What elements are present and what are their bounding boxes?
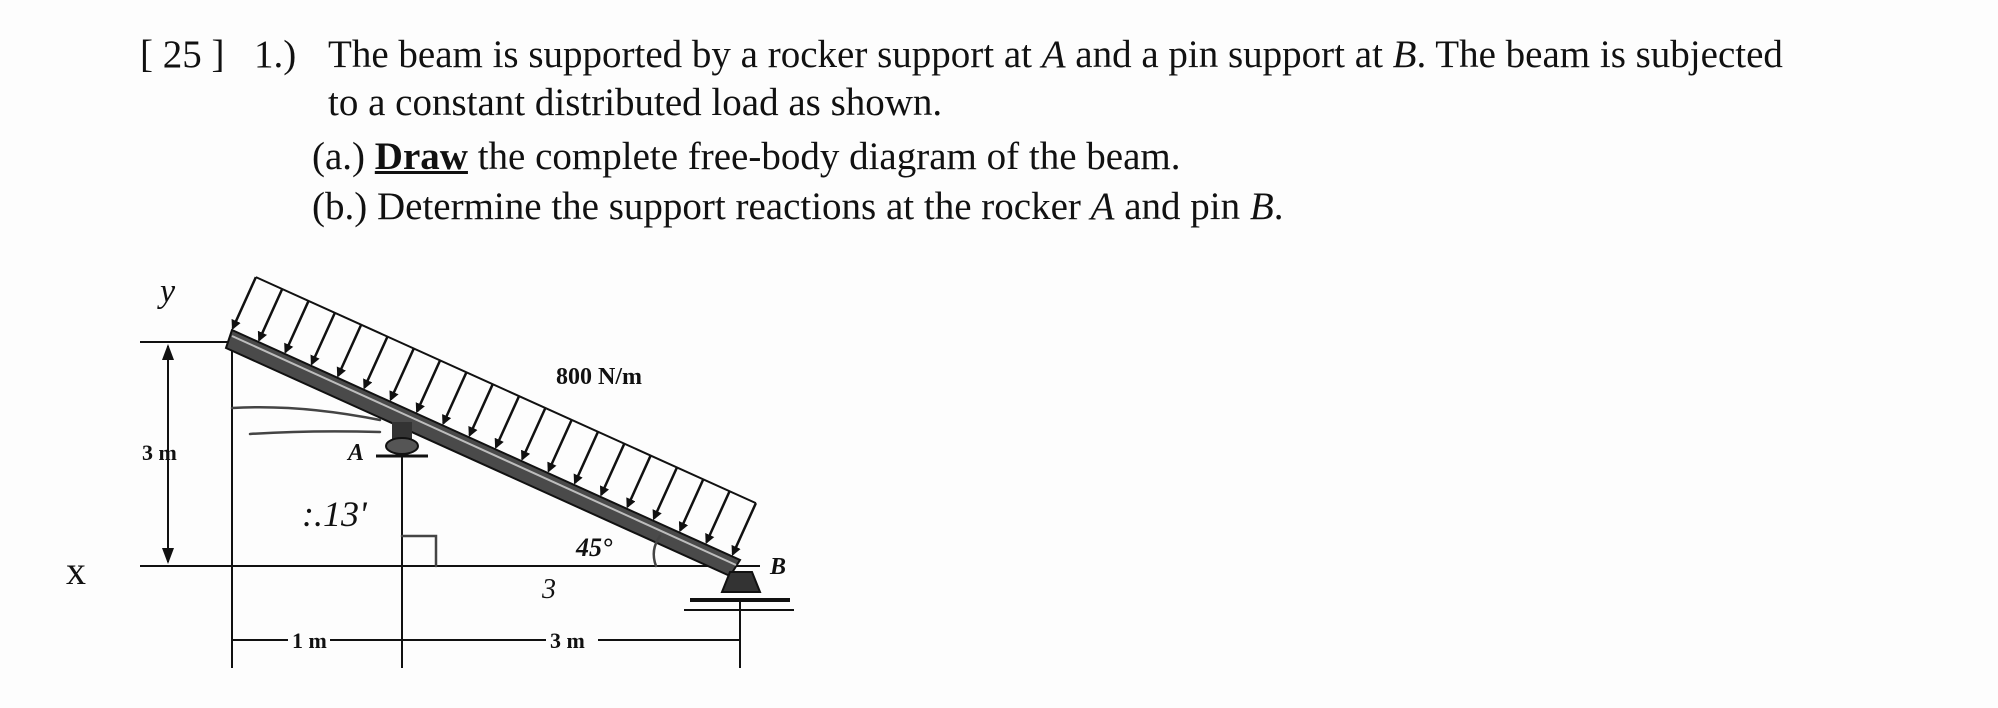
line1-mid: and a pin support at	[1065, 33, 1393, 76]
load-arrow	[549, 420, 572, 471]
handwritten-base-note: 3	[542, 574, 556, 605]
load-arrow	[417, 360, 440, 411]
load-arrow	[338, 325, 361, 376]
part-a-verb: Draw	[374, 135, 468, 178]
load-arrow	[443, 372, 466, 423]
line1-point-b: B	[1392, 33, 1417, 76]
handwritten-angle-bracket	[402, 536, 436, 566]
problem-number: 1.)	[254, 33, 297, 76]
handwritten-x-mark: x	[66, 548, 86, 593]
load-arrow	[364, 337, 387, 388]
load-arrow	[707, 491, 730, 542]
height-label: 3 m	[142, 440, 177, 465]
part-b-mid: and pin	[1114, 185, 1250, 228]
handwritten-sketch-line-1	[232, 407, 380, 420]
part-b-end: .	[1273, 185, 1284, 228]
load-arrow	[601, 444, 624, 495]
handwritten-sketch-line-2	[250, 431, 380, 434]
height-arrow-top-icon	[162, 344, 174, 360]
load-arrow	[312, 313, 335, 364]
dim-right-label: 3 m	[550, 628, 585, 653]
part-a-marker: (a.)	[312, 135, 366, 178]
part-b-point-a: A	[1090, 185, 1115, 228]
part-b-pre: Determine the support reactions at the rocker	[376, 185, 1091, 228]
beam	[226, 330, 740, 576]
dim-left-label: 1 m	[292, 628, 327, 653]
height-arrow-bottom-icon	[162, 548, 174, 564]
load-arrow	[733, 503, 756, 554]
load-arrow	[259, 289, 282, 340]
handwritten-angle-note: 45°	[576, 533, 613, 562]
line1-point-a: A	[1041, 33, 1066, 76]
part-b-point-b: B	[1249, 185, 1274, 228]
problem-line-2: to a constant distributed load as shown.	[328, 81, 943, 124]
load-arrow	[391, 349, 414, 400]
handwritten-length-note: :.13'	[302, 494, 367, 534]
part-a-rest: the complete free-body diagram of the beam.	[467, 135, 1181, 178]
load-arrow	[680, 479, 703, 530]
handwritten-y-mark: y	[160, 273, 176, 310]
problem-points: [ 25 ]	[140, 33, 225, 76]
load-arrow	[496, 396, 519, 447]
line1-pre: The beam is supported by a rocker support at	[328, 33, 1042, 76]
load-arrow	[654, 467, 677, 518]
load-arrow	[575, 432, 598, 483]
support-b-label: B	[770, 554, 787, 580]
load-label: 800 N/m	[556, 364, 642, 390]
line1-post: . The beam is subjected	[1416, 33, 1783, 76]
load-arrow	[522, 408, 545, 459]
part-b-marker: (b.)	[312, 185, 368, 228]
load-arrow	[628, 456, 651, 507]
load-arrow	[470, 384, 493, 435]
support-a-label: A	[348, 440, 365, 466]
load-arrow	[285, 301, 308, 352]
load-arrow	[233, 277, 256, 328]
